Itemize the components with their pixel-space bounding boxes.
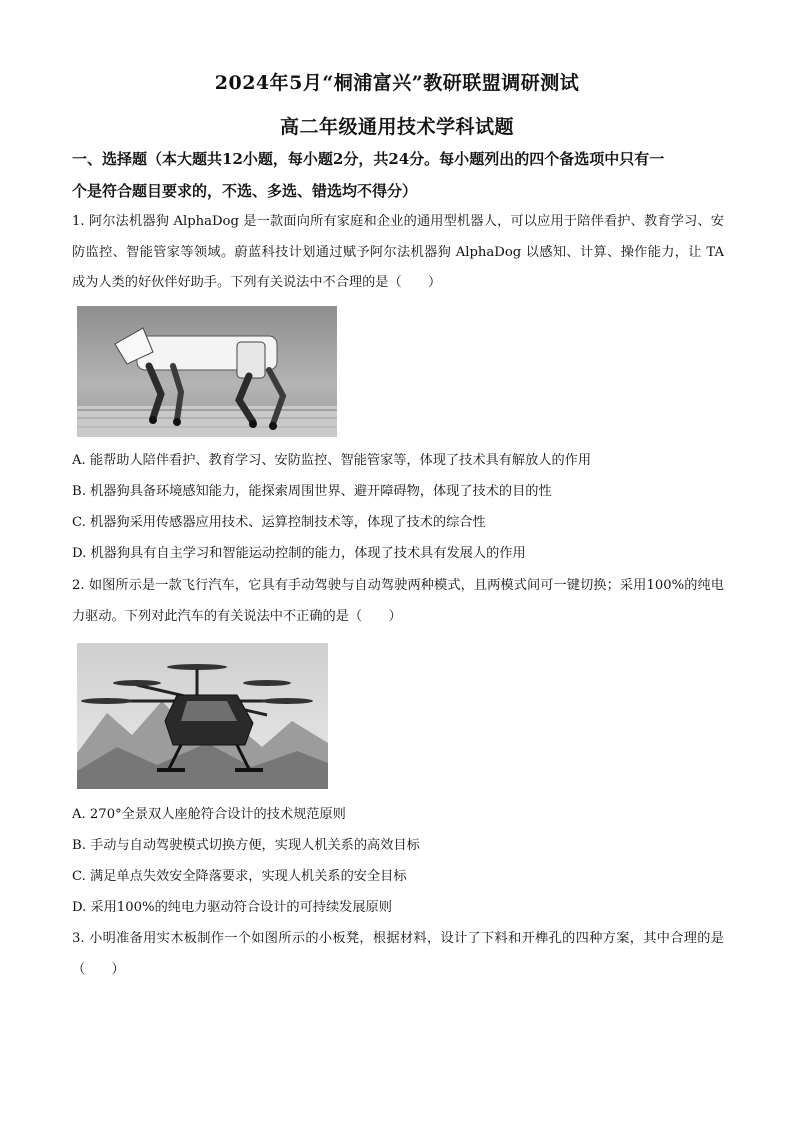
question-1-option-a: A. 能帮助人陪伴看护、教育学习、安防监控、智能管家等，体现了技术具有解放人的作用 [72,453,592,468]
question-2-option-b: B. 手动与自动驾驶模式切换方便，实现人机关系的高效目标 [72,838,420,853]
question-2-option-a: A. 270°全景双人座舱符合设计的技术规范原则 [72,807,346,822]
robot-dog-photo [77,306,337,437]
question-2-option-c: C. 满足单点失效安全降落要求，实现人机关系的安全目标 [72,869,407,884]
question-2-stem: 2. 如图所示是一款飞行汽车，它具有手动驾驶与自动驾驶两种模式，且两模式间可一键切换；采用100%的纯电力驱动。下列对此汽车的有关说法中不正确的是（ ） [72,578,724,624]
question-3-stem: 3. 小明准备用实木板制作一个如图所示的小板凳，根据材料，设计了下料和开榫孔的四种方案，其中合理的是（ ） [72,931,724,977]
question-1-option-d: D. 机器狗具有自主学习和智能运动控制的能力，体现了技术具有发展人的作用 [72,546,526,561]
section-heading [72,143,722,207]
exam-subtitle: 高二年级通用技术学科试题 [279,116,514,138]
flying-car-photo [77,643,328,789]
question-2-option-d: D. 采用100%的纯电力驱动符合设计的可持续发展原则 [72,900,392,915]
question-1-option-b: B. 机器狗具备环境感知能力，能探索周围世界、避开障碍物，体现了技术的目的性 [72,484,552,499]
section-heading-line1: 一、选择题（本大题共12小题，每小题2分，共24分。每小题列出的四个备选项中只有一 [72,150,665,168]
question-1-option-c: C. 机器狗采用传感器应用技术、运算控制技术等，体现了技术的综合性 [72,515,486,530]
section-heading-line2: 个是符合题目要求的，不选、多选、错选均不得分） [72,182,418,200]
exam-title: 2024年5月“桐浦富兴”教研联盟调研测试 [214,72,580,94]
question-1-stem: 1. 阿尔法机器狗 AlphaDog 是一款面向所有家庭和企业的通用型机器人，可以应用于陪伴看护、教育学习、安防监控、智能管家等领域。蔚蓝科技计划通过赋予阿尔法机器狗 AlphaDog 以感知、计算、操作能力，让 TA 成为人类的好伙伴好助手。下列有关说法中不合理的是（ ） [72,214,724,290]
